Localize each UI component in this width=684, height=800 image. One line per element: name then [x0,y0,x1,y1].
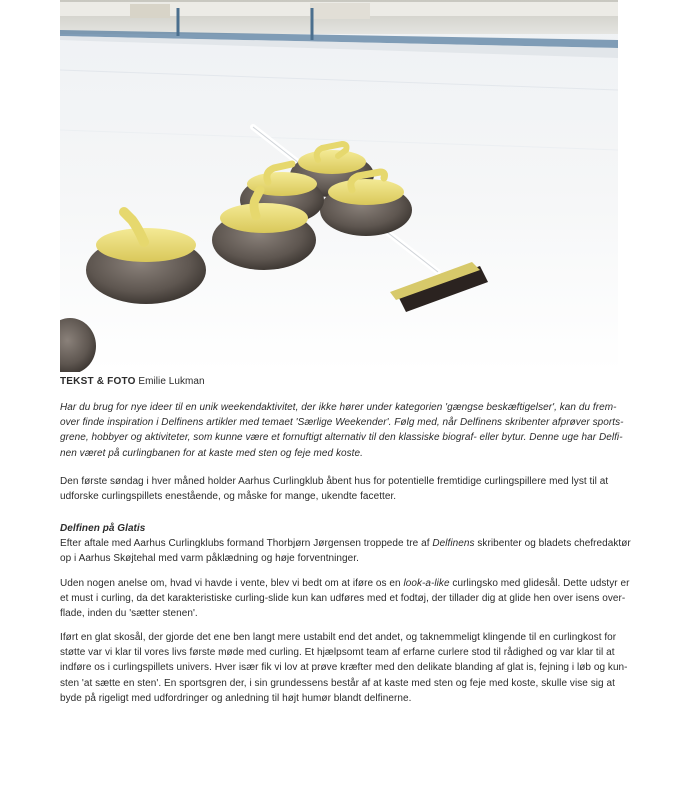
line-part: skribenter og bladets chefredaktør [474,538,631,550]
paragraph-line: indføre os i curlingspillets univers. Hver især fik vi lov at prøve kræfter med den delikate blanding af glat is, fejning i løb og kun- [60,662,628,674]
paragraph-line [60,576,630,591]
section-glatis [60,521,631,567]
paragraph-line: udforske curlingspillets enestående, og måske for mange, ukendte facetter. [60,491,397,503]
paragraph-line: Den første søndag i hver måned holder Aarhus Curlingklub åbent hus for potentielle fremtidige curlingspillere med lyst til at [60,476,609,487]
line-italic: Delfinens [432,538,475,550]
paragraph-line [60,536,631,551]
byline [60,374,620,389]
curling-photo-illustration [60,0,618,372]
paragraph-line: flade, inden du 'sætter stenen'. [60,608,198,620]
paragraph-open-house [60,474,620,504]
paragraph-line: Iført en glat skosål, der gjorde det ene ben langt mere ustabilt end det andet, og taknemmeligt klingende til en curlingkost for [60,632,617,643]
paragraph-shoes [60,576,630,622]
paragraph-line: et must i curling, da det karakteristiske curling-slide kun kan udføres med et fodtøj, der tillader dig at glide hen over isens over- [60,593,626,605]
line-part: curlingsko med glidesål. Dette udstyr er [449,578,630,589]
heading-rest: på Glatis [99,523,146,534]
paragraph-line: sten 'at sætte en sten'. En sportsgren der, i sin grundessens består af at kaste med sten og feje med koste, skulle vise sig at [60,677,615,689]
paragraph-line: støtte var vi klar til vores livs første møde med curling. Et hjælpsomt team af erfarne curlere stod til rådighed og var klar til at [60,647,615,659]
intro-paragraph [60,400,624,461]
intro-line: nen været på curlingbanen for at kaste med sten og feje med koste. [60,447,363,459]
byline-author: Emilie Lukman [138,376,205,387]
line-part: Uden nogen anelse om, hvad vi havde i vente, blev vi bedt om at iføre os en [60,578,404,589]
intro-line: over finde inspiration i Delfinens artikler med temaet 'Særlige Weekender'. Følg med, når Delfinens skribenter afprøver sports- [60,417,624,429]
intro-line: Har du brug for nye ideer til en unik weekendaktivitet, der ikke hører under kategorien 'gængse beskæftigelser', kan du frem- [60,402,617,413]
paragraph-line: byde på rigeligt med udfordringer og anledning til højt humør blandt delfinerne. [60,692,412,704]
intro-line: grene, hobbyer og aktiviteter, som kunne være et fornuftigt alternativ til den klassiske biograf- eller bytur. Denne uge har Delfi- [60,432,623,444]
line-part: Efter aftale med Aarhus Curlingklubs formand Thorbjørn Jørgensen troppede tre af [60,538,433,550]
curling-photo [60,0,618,372]
byline-label: TEKST & FOTO [60,376,136,387]
section-heading [60,521,620,536]
paragraph-first-meeting [60,630,628,706]
paragraph-line: op i Aarhus Skøjtehal med varm påklædning og høje forventninger. [60,553,359,565]
line-italic: look-a-like [403,578,450,589]
heading-italic: Delfinen [60,523,100,534]
